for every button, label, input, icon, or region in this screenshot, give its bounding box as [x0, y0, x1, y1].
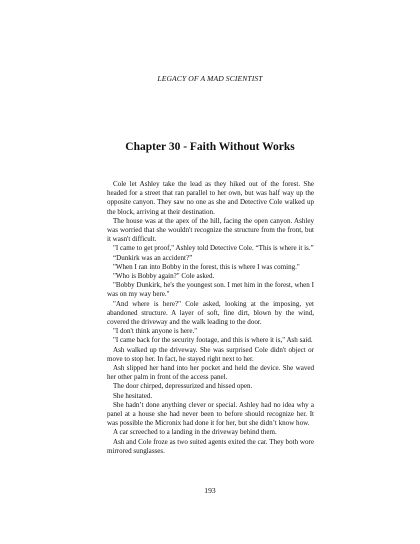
paragraph: Ash walked up the driveway. She was surprised Cole didn't object or move to stop her. In fact, he stayed right next to her.	[107, 345, 314, 363]
paragraph: A car screeched to a landing in the driveway behind them.	[113, 428, 277, 437]
paragraph: "Bobby Dunkirk, he's the youngest son. I met him in the forest, when I was on my way here."	[107, 281, 314, 299]
paragraph: "And where is here?" Cole asked, looking at the imposing, yet abandoned structure. A layer of soft, fine dirt, blown by the wind, covered the driveway and the walk leading to the door.	[107, 299, 314, 327]
chapter-title: Chapter 30 - Faith Without Works	[125, 141, 295, 153]
paragraph: Cole let Ashley take the lead as they hiked out of the forest. She headed for a street that ran parallel to her own, but was half way up the opposite canyon. They saw no one as she and Detective Cole walked up the block, arriving at their destination.	[107, 180, 314, 216]
running-header: LEGACY OF A MAD SCIENTIST	[157, 74, 263, 83]
paragraph: "I don't think anyone is here."	[113, 327, 198, 336]
paragraph: She hesitated.	[113, 391, 153, 400]
paragraph: "When I ran into Bobby in the forest, this is where I was coming."	[113, 262, 300, 271]
page-number: 193	[204, 486, 216, 495]
chapter-body	[107, 180, 314, 456]
paragraph: She hadn’t done anything clever or special. Ashley had no idea why a panel at a house she had never been to before should recognize her. It was possible the Micronix had done it for her, but she didn’t know how.	[107, 400, 314, 428]
paragraph: “Dunkirk was an accident?”	[113, 253, 193, 262]
paragraph: "I came to get proof," Ashley told Detective Cole. “This is where it is.”	[113, 244, 314, 253]
paragraph: Ash slipped her hand into her pocket and held the device. She waved her other palm in front of the access panel.	[107, 364, 314, 382]
paragraph: Ash and Cole froze as two suited agents exited the car. They both wore mirrored sunglasses.	[107, 437, 314, 455]
paragraph: "Who is Bobby again?" Cole asked.	[113, 272, 215, 281]
paragraph: The door chirped, depressurized and hissed open.	[113, 382, 253, 391]
paragraph: "I came back for the security footage, and this is where it is," Ash said.	[113, 336, 313, 345]
paragraph: The house was at the apex of the hill, facing the open canyon. Ashley was worried that she wouldn't recognize the structure from the front, but it wasn't difficult.	[107, 216, 314, 244]
